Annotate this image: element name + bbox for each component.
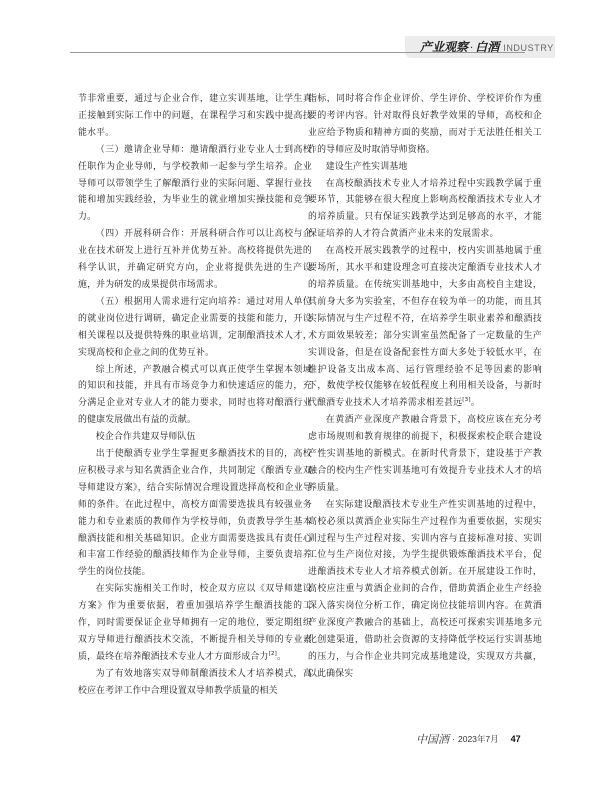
footer-separator: · (452, 734, 455, 744)
paragraph: 在实际建设酿酒技术专业生产性实训基地的过程中，高校必须以黄酒企业实际生产过程作为重要依据，实现实训过程与生产过程对接、实训内容与直接标准对接、实训工位与生产岗位对接，为学生提供锻炼酿酒技术平台，促进酿酒技术专业人才培养模式创新。在开展建设工作时，高校应注重与黄酒企业间的合作，借助黄酒企业生产经验深入落实岗位分析工作，确定岗位技能培训内容。在黄酒产业深度产教融合的基础上，高校还可探索实训基地多元化创建渠道，借助社会资源的支持降低学校运行实训基地的压力，与合作企业共同完成基地建设，实现双方共赢，以此确保实 (308, 499, 542, 679)
paragraph: 在高校酿酒技术专业人才培养过程中实践教学属于重要环节，其能够在很大程度上影响高校酿酒技术专业人才的培养质量。只有保证实践教学达到足够高的水平，才能保证培养的人才符合黄酒产业未来的发展需求。 (308, 178, 542, 240)
paragraph: （四）开展科研合作：开展科研合作可以让高校与企业在技术研发上进行互补并优势互补。高校将提供先进的科学认识，并确定研究方向，企业将提供先进的生产设施，并为研发的成果提供市场需求。 (78, 229, 312, 290)
paragraph: 在高校开展实践教学的过程中，校内实训基地属于重要场所，其水平和建设理念可直接决定酿酒专业技术人才的培养质量。在传统实训基地中，大多由高校自主建设，其前身大多为实验室，不但存在较为单一的功能，而且其实际情况与生产过程不符，在培养学生职业素养和酿酒技术方面效果较差；部分实训室虽然配备了一定数量的生产实训设备，但是在设备配套性方面大多处于较低水平，在维护设备支出成本高、运行管理经验不足等因素的影响下，数使学校仅能够在较低程度上利用相关设备，与新时代酿酒专业技术人才培养需求相差甚远[3]。 (308, 246, 542, 409)
paragraph: （三）邀请企业导师：邀请酿酒行业专业人士到高校任职作为企业导师，与学校教师一起参与学生培养。企业导师可以带领学生了解酿酒行业的实际问题、掌握行业技能和增加实践经验，为毕业生的就业增加实操技能和竞争力。 (78, 144, 312, 223)
issue-date: 2023年7月 (458, 734, 499, 744)
paragraph: （五）根据用人需求进行定向培养：通过对用人单位的就业岗位进行调研，确定企业需要的技能和能力，开设相关课程以及提供特殊的职业培训，定制酿酒技术人才，实现高校和企业之间的优势互补。 (78, 296, 312, 358)
paragraph-text: 在实际实施相关工作时，校企双方应以《双导师建设方案》作为重要依据，着重加强培养学生酿酒技能的工作，同时需要保证企业导师拥有一定的地位，要定期组织双方导师进行酿酒技术交流，不断提升相关导师的专业素质，最终在培养酿酒技术专业人才方面形成合力 (78, 584, 312, 662)
section-subtitle: 白酒 (475, 40, 500, 54)
page-footer (416, 732, 521, 746)
paragraph: 在实际实施相关工作时，校企双方应以《双导师建设方案》作为重要依据，着重加强培养学生酿酒技能的工作，同时需要保证企业导师拥有一定的地位，要定期组织双方导师进行酿酒技术交流，不断提升相关导师的专业素质，最终在培养酿酒技术专业人才方面形成合力[2]。 (78, 584, 312, 662)
paragraph: 综上所述，产教融合模式可以真正使学生掌握本领域的知识和技能，并具有市场竞争力和快速适应的能力，充分满足企业对专业人才的能力要求，同时也将对酿酒行业的健康发展做出有益的贡献。 (78, 364, 312, 426)
page-number: 47 (510, 734, 521, 744)
section-header (420, 38, 554, 56)
paragraph: 在黄酒产业深度产教融合背景下，高校应该在充分考虑市场规则和教育规律的前提下，积极探索校企联合建设产性实训基地的新模式。在新时代背景下，建设基于产教融合的校内生产性实训基地可有效提升专业技术人才的培养质量。 (308, 415, 542, 493)
paragraph: 出于使酿酒专业学生掌握更多酿酒技术的目的，高校应积极寻求与知名黄酒企业合作，共同制定《酿酒专业双导师建设方案》，结合实际情况合理设置选择高校和企业导师的条件。在此过程中，高校方面需要选拔具有较强业务能力和专业素质的教师作为学校导师，负责教导学生基本酿酒技能和相关基础知识。企业方面需要选拔具有责任心和丰富工作经验的酿酒技师作为企业导师，主要负责培养学生的岗位技能。 (78, 449, 312, 578)
paragraph: 节非常重要，通过与企业合作，建立实训基地，让学生真正接触到实际工作中的问题，在课程学习和实践中提高技能水平。 (78, 94, 312, 138)
citation-marker: [3] (462, 397, 471, 404)
paragraph: 为了有效地落实双导师制酿酒技术人才培养模式，高校应在考评工作中合理设置双导师教学质量的相关 (78, 668, 312, 696)
magazine-logo: 中国酒 (416, 733, 449, 746)
section-title: 产业观察 (420, 40, 469, 54)
right-column (308, 91, 542, 683)
paragraph-text: 在高校开展实践教学的过程中，校内实训基地属于重要场所，其水平和建设理念可直接决定酿酒专业技术人才的培养质量。在传统实训基地中，大多由高校自主建设，其前身大多为实验室，不但存在较为单一的功能，而且其实际情况与生产过程不符，在培养学生职业素养和酿酒技术方面效果较差；部分实训室虽然配备了一定数量的生产实训设备，但是在设备配套性方面大多处于较低水平，在维护设备支出成本高、运行管理经验不足等因素的影响下，数使学校仅能够在较低程度上利用相关设备，与新时代酿酒专业技术人才培养需求相差甚远 (308, 246, 542, 409)
left-column (78, 91, 312, 700)
citation-marker: [2] (268, 650, 277, 657)
section-english-label: INDUSTRY (503, 43, 554, 53)
section-separator: · (470, 43, 474, 54)
paragraph: 指标，同时将合作企业评价、学生评价、学校评价作为重要的考评内容。针对取得良好教学效果的导师，高校和企业应给予物质和精神方面的奖励，而对于无法胜任相关工作的导师应及时取消导师资格。 (308, 94, 542, 155)
section-heading: 校企合作共建双导师队伍 (95, 432, 196, 443)
section-heading: 建设生产性实训基地 (325, 161, 408, 172)
